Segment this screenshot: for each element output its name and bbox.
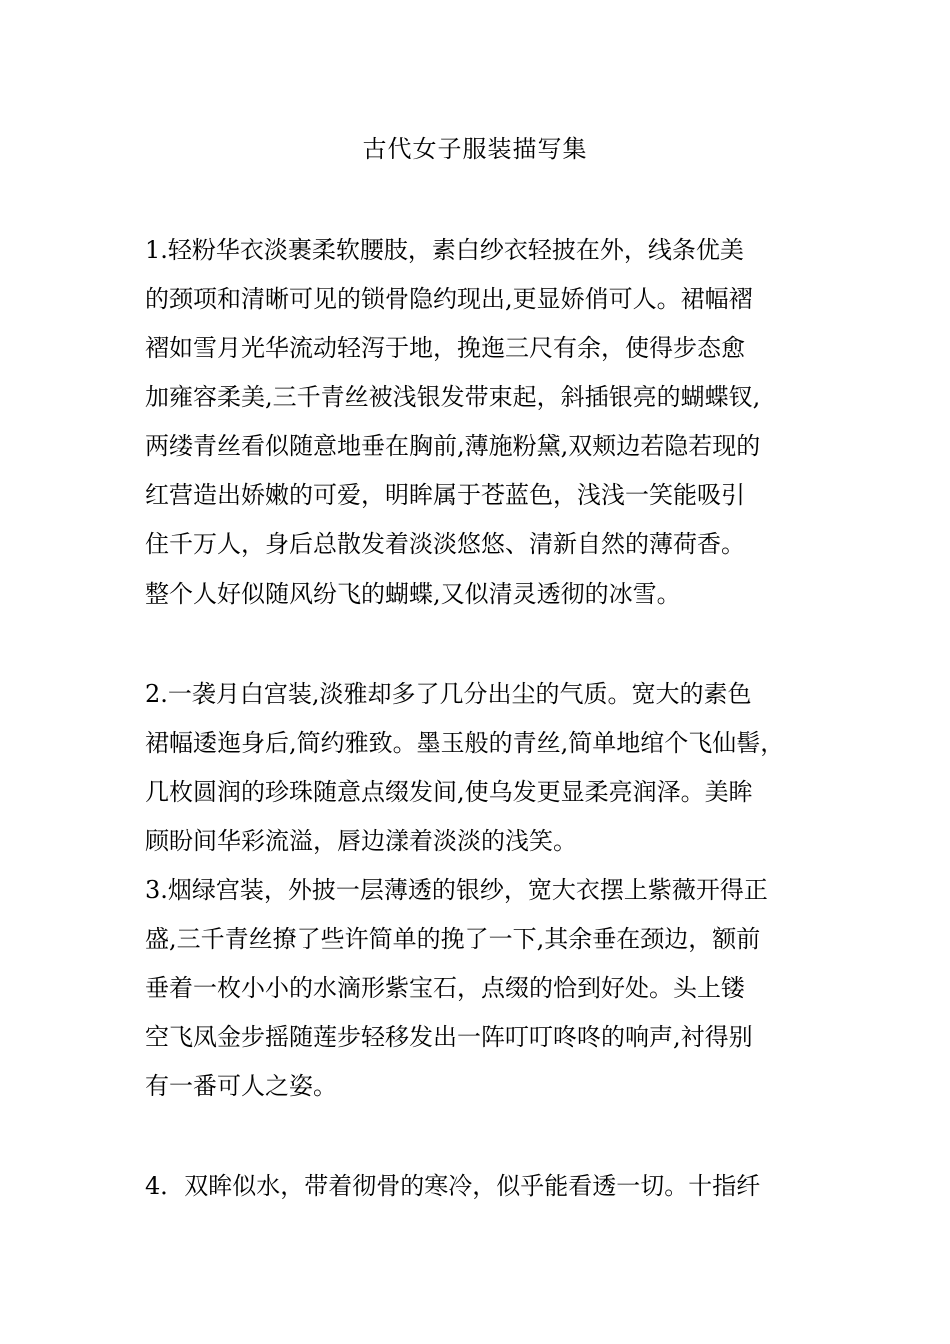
text-line: 顾盼间华彩流溢，唇边漾着淡淡的浅笑。: [145, 827, 577, 855]
text-line: 有一番可人之姿。: [145, 1072, 337, 1100]
text-line: 空飞凤金步摇随莲步轻移发出一阵叮叮咚咚的响声,衬得别: [145, 1023, 753, 1051]
text-line: 红营造出娇嫩的可爱，明眸属于苍蓝色，浅浅一笑能吸引: [145, 481, 745, 509]
text-line: 褶如雪月光华流动轻泻于地，挽迤三尺有余，使得步态愈: [145, 334, 745, 362]
text-line: 两缕青丝看似随意地垂在胸前,薄施粉黛,双颊边若隐若现的: [145, 432, 761, 460]
text-line: 盛,三千青丝撩了些许简单的挽了一下,其余垂在颈边，额前: [145, 925, 761, 953]
text-line: 的颈项和清晰可见的锁骨隐约现出,更显娇俏可人。裙幅褶: [145, 285, 753, 313]
text-line: 2.一袭月白宫装,淡雅却多了几分出尘的气质。宽大的素色: [145, 680, 752, 708]
text-line: 加雍容柔美,三千青丝被浅银发带束起，斜插银亮的蝴蝶钗,: [145, 383, 761, 411]
document-title: 古代女子服装描写集: [362, 135, 588, 163]
text-line: 垂着一枚小小的水滴形紫宝石，点缀的恰到好处。头上镂: [145, 974, 745, 1002]
text-line: 住千万人，身后总散发着淡淡悠悠、清新自然的薄荷香。: [145, 530, 745, 558]
text-line: 1.轻粉华衣淡裹柔软腰肢，素白纱衣轻披在外，线条优美: [145, 236, 744, 264]
text-line: 裙幅逶迤身后,简约雅致。墨玉般的青丝,简单地绾个飞仙髻，: [145, 729, 785, 757]
text-line: 整个人好似随风纷飞的蝴蝶,又似清灵透彻的冰雪。: [145, 580, 681, 608]
text-line: 几枚圆润的珍珠随意点缀发间,使乌发更显柔亮润泽。美眸: [145, 778, 753, 806]
text-line: 3.烟绿宫装，外披一层薄透的银纱，宽大衣摆上紫薇开得正: [145, 876, 768, 904]
text-line: 4．双眸似水，带着彻骨的寒冷，似乎能看透一切。十指纤: [145, 1172, 761, 1200]
